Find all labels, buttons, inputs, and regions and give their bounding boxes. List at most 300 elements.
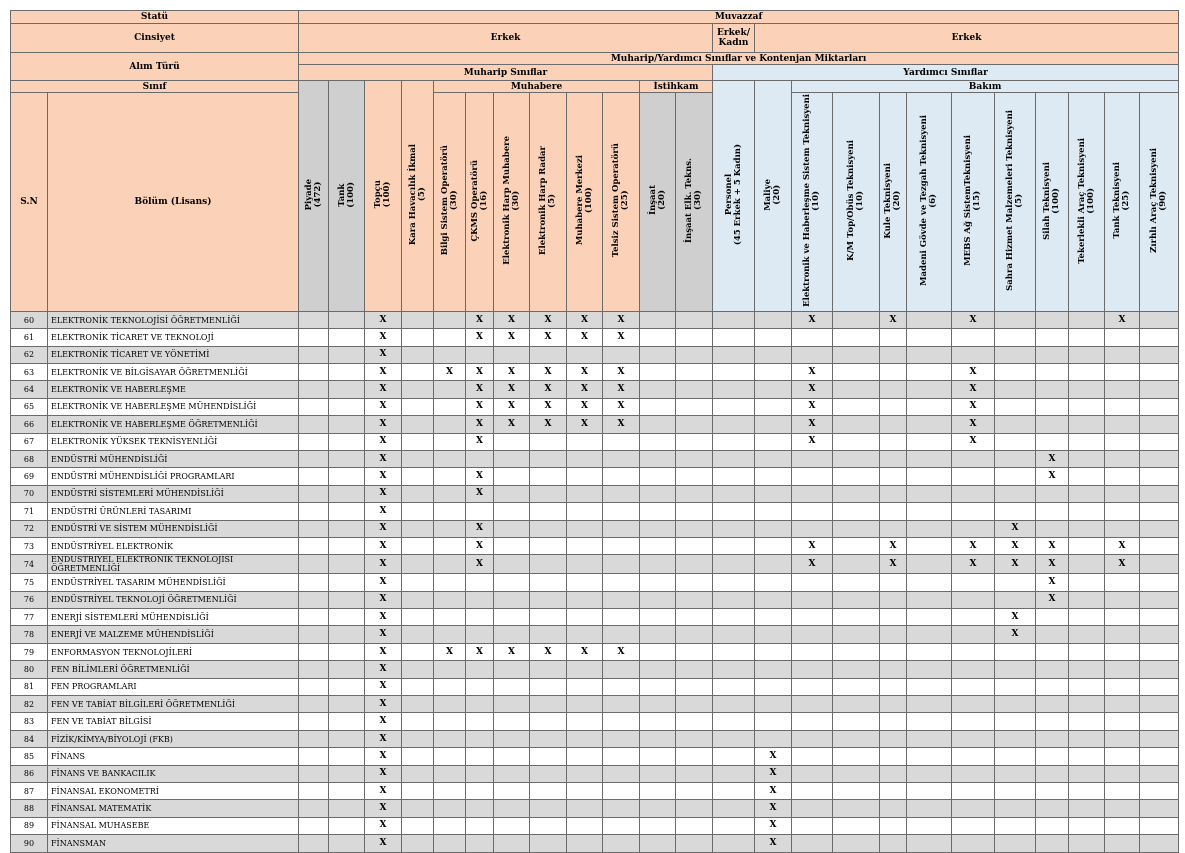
empty-cell: [880, 609, 907, 626]
empty-cell: [530, 835, 567, 852]
empty-cell: [1140, 696, 1179, 713]
empty-cell: [434, 609, 466, 626]
empty-cell: [530, 765, 567, 782]
table-header: [11, 11, 1179, 312]
empty-cell: [880, 800, 907, 817]
empty-cell: [1105, 574, 1140, 591]
empty-cell: [880, 748, 907, 765]
eligibility-mark: X: [466, 468, 494, 485]
eligibility-mark: X: [755, 765, 792, 782]
empty-cell: [402, 398, 434, 415]
empty-cell: [329, 783, 365, 800]
eligibility-mark: X: [603, 416, 640, 433]
empty-cell: [755, 555, 792, 574]
empty-cell: [603, 591, 640, 608]
empty-cell: [329, 433, 365, 450]
row-sn: 90: [11, 835, 48, 852]
row-sn: 73: [11, 537, 48, 554]
empty-cell: [1105, 783, 1140, 800]
empty-cell: [603, 713, 640, 730]
col-header-tank: [329, 81, 365, 312]
empty-cell: [567, 765, 603, 782]
empty-cell: [434, 329, 466, 346]
col-header-madeni-govde: [907, 93, 952, 312]
empty-cell: [466, 346, 494, 363]
empty-cell: [299, 800, 329, 817]
empty-cell: [329, 800, 365, 817]
empty-cell: [907, 730, 952, 747]
empty-cell: [1105, 765, 1140, 782]
empty-cell: [402, 800, 434, 817]
empty-cell: [329, 591, 365, 608]
empty-cell: [494, 730, 530, 747]
empty-cell: [676, 765, 713, 782]
eligibility-mark: X: [530, 329, 567, 346]
empty-cell: [1105, 626, 1140, 643]
empty-cell: [329, 835, 365, 852]
empty-cell: [434, 800, 466, 817]
empty-cell: [494, 450, 530, 467]
empty-cell: [402, 643, 434, 660]
table-row: [11, 800, 1179, 817]
empty-cell: [1140, 537, 1179, 554]
eligibility-mark: X: [952, 364, 995, 381]
empty-cell: [402, 783, 434, 800]
empty-cell: [880, 835, 907, 852]
empty-cell: [329, 678, 365, 695]
empty-cell: [299, 398, 329, 415]
empty-cell: [494, 468, 530, 485]
table-row: [11, 381, 1179, 398]
empty-cell: [792, 591, 833, 608]
eligibility-mark: X: [567, 398, 603, 415]
empty-cell: [1069, 520, 1105, 537]
empty-cell: [1069, 609, 1105, 626]
eligibility-mark: X: [952, 381, 995, 398]
empty-cell: [494, 765, 530, 782]
empty-cell: [1140, 311, 1179, 328]
empty-cell: [299, 609, 329, 626]
empty-cell: [567, 678, 603, 695]
empty-cell: [1140, 713, 1179, 730]
empty-cell: [792, 609, 833, 626]
row-department: ENDÜSTRİYEL TEKNOLOJİ ÖĞRETMENLİĞİ: [48, 591, 299, 608]
row-department: ENDÜSTRİ SİSTEMLERİ MÜHENDİSLİĞİ: [48, 485, 299, 502]
empty-cell: [640, 591, 676, 608]
empty-cell: [402, 416, 434, 433]
empty-cell: [299, 591, 329, 608]
col-header-telsiz: [603, 93, 640, 312]
empty-cell: [1036, 416, 1069, 433]
empty-cell: [530, 537, 567, 554]
empty-cell: [494, 433, 530, 450]
empty-cell: [833, 520, 880, 537]
empty-cell: [952, 574, 995, 591]
empty-cell: [833, 783, 880, 800]
empty-cell: [329, 364, 365, 381]
empty-cell: [329, 416, 365, 433]
empty-cell: [907, 398, 952, 415]
empty-cell: [1140, 626, 1179, 643]
empty-cell: [995, 450, 1036, 467]
empty-cell: [1140, 468, 1179, 485]
empty-cell: [640, 765, 676, 782]
empty-cell: [1069, 591, 1105, 608]
empty-cell: [299, 748, 329, 765]
empty-cell: [995, 346, 1036, 363]
eligibility-mark: X: [1036, 450, 1069, 467]
empty-cell: [907, 381, 952, 398]
col-header-text: Topçu (100): [373, 180, 393, 209]
empty-cell: [1036, 748, 1069, 765]
empty-cell: [603, 835, 640, 852]
row-department: FİNANS VE BANKACILIK: [48, 765, 299, 782]
eligibility-mark: X: [365, 398, 402, 415]
row-sn: 60: [11, 311, 48, 328]
empty-cell: [792, 450, 833, 467]
row-department: ELEKTRONİK TİCARET VE YÖNETİMİ: [48, 346, 299, 363]
empty-cell: [466, 678, 494, 695]
eligibility-mark: X: [365, 800, 402, 817]
empty-cell: [466, 626, 494, 643]
empty-cell: [713, 730, 755, 747]
empty-cell: [434, 661, 466, 678]
empty-cell: [1069, 626, 1105, 643]
table-row: [11, 398, 1179, 415]
empty-cell: [299, 817, 329, 834]
empty-cell: [329, 661, 365, 678]
eligibility-mark: X: [792, 364, 833, 381]
col-header-text: ÇKMS Operatörü (16): [469, 159, 489, 242]
empty-cell: [792, 503, 833, 520]
col-header-insaat: [640, 93, 676, 312]
empty-cell: [299, 329, 329, 346]
empty-cell: [907, 696, 952, 713]
empty-cell: [567, 730, 603, 747]
empty-cell: [880, 468, 907, 485]
empty-cell: [329, 398, 365, 415]
row-department: ENDÜSTRİ ÜRÜNLERİ TASARIMI: [48, 503, 299, 520]
empty-cell: [995, 381, 1036, 398]
eligibility-mark: X: [365, 346, 402, 363]
empty-cell: [434, 555, 466, 574]
empty-cell: [1069, 835, 1105, 852]
empty-cell: [1069, 381, 1105, 398]
table-row: [11, 574, 1179, 591]
col-header-silah: [1036, 93, 1069, 312]
empty-cell: [713, 398, 755, 415]
empty-cell: [792, 661, 833, 678]
empty-cell: [907, 311, 952, 328]
empty-cell: [1140, 416, 1179, 433]
empty-cell: [792, 485, 833, 502]
empty-cell: [907, 329, 952, 346]
empty-cell: [299, 450, 329, 467]
empty-cell: [494, 609, 530, 626]
empty-cell: [1105, 730, 1140, 747]
empty-cell: [676, 835, 713, 852]
col-header-zirhli: [1140, 93, 1179, 312]
empty-cell: [713, 468, 755, 485]
empty-cell: [995, 416, 1036, 433]
empty-cell: [833, 591, 880, 608]
eligibility-mark: X: [365, 574, 402, 591]
empty-cell: [434, 765, 466, 782]
empty-cell: [1140, 800, 1179, 817]
empty-cell: [880, 416, 907, 433]
eligibility-mark: X: [466, 329, 494, 346]
eligibility-mark: X: [755, 783, 792, 800]
row-sn: 85: [11, 748, 48, 765]
empty-cell: [907, 713, 952, 730]
empty-cell: [995, 364, 1036, 381]
empty-cell: [329, 381, 365, 398]
empty-cell: [755, 609, 792, 626]
col-header-kara-havacilik: [402, 81, 434, 312]
empty-cell: [1069, 346, 1105, 363]
empty-cell: [434, 311, 466, 328]
empty-cell: [402, 817, 434, 834]
row-department: FİNANSAL EKONOMETRİ: [48, 783, 299, 800]
empty-cell: [640, 503, 676, 520]
eligibility-mark: X: [1105, 537, 1140, 554]
empty-cell: [755, 520, 792, 537]
empty-cell: [640, 555, 676, 574]
empty-cell: [952, 835, 995, 852]
empty-cell: [567, 591, 603, 608]
empty-cell: [434, 626, 466, 643]
row-sn: 81: [11, 678, 48, 695]
empty-cell: [402, 591, 434, 608]
col-header-text: MEBS Ağ SistemTeknisyeni (15): [963, 135, 983, 266]
empty-cell: [567, 835, 603, 852]
empty-cell: [402, 381, 434, 398]
col-header-text: Elektronik Harp Radar (5): [538, 145, 558, 255]
eligibility-mark: X: [466, 311, 494, 328]
row-sn: 62: [11, 346, 48, 363]
empty-cell: [329, 748, 365, 765]
empty-cell: [1105, 346, 1140, 363]
empty-cell: [713, 416, 755, 433]
row-department: FEN VE TABİAT BİLGİSİ: [48, 713, 299, 730]
empty-cell: [402, 433, 434, 450]
empty-cell: [907, 835, 952, 852]
empty-cell: [907, 433, 952, 450]
empty-cell: [402, 696, 434, 713]
empty-cell: [952, 765, 995, 782]
empty-cell: [530, 783, 567, 800]
empty-cell: [1036, 346, 1069, 363]
eligibility-mark: X: [995, 609, 1036, 626]
empty-cell: [676, 468, 713, 485]
empty-cell: [1069, 574, 1105, 591]
empty-cell: [402, 748, 434, 765]
eligibility-mark: X: [530, 643, 567, 660]
empty-cell: [1105, 800, 1140, 817]
eligibility-mark: X: [494, 364, 530, 381]
empty-cell: [603, 626, 640, 643]
empty-cell: [640, 696, 676, 713]
empty-cell: [907, 783, 952, 800]
empty-cell: [466, 591, 494, 608]
empty-cell: [952, 520, 995, 537]
empty-cell: [530, 591, 567, 608]
empty-cell: [792, 765, 833, 782]
empty-cell: [792, 643, 833, 660]
cinsiyet-left: Erkek: [299, 24, 713, 53]
empty-cell: [1036, 626, 1069, 643]
empty-cell: [995, 311, 1036, 328]
eligibility-mark: X: [567, 381, 603, 398]
empty-cell: [640, 364, 676, 381]
col-header-topcu: [365, 81, 402, 312]
eligibility-mark: X: [365, 696, 402, 713]
eligibility-mark: X: [365, 765, 402, 782]
empty-cell: [907, 520, 952, 537]
quota-table: [10, 10, 1179, 853]
col-header-text: K/M Top/Obüs Teknisyeni (10): [846, 140, 866, 261]
empty-cell: [1069, 468, 1105, 485]
row-sn: 80: [11, 661, 48, 678]
empty-cell: [329, 485, 365, 502]
eligibility-mark: X: [365, 713, 402, 730]
row-department: ENDÜSTRİ VE SİSTEM MÜHENDİSLİĞİ: [48, 520, 299, 537]
empty-cell: [1140, 503, 1179, 520]
empty-cell: [907, 678, 952, 695]
empty-cell: [640, 609, 676, 626]
empty-cell: [1069, 713, 1105, 730]
empty-cell: [676, 661, 713, 678]
empty-cell: [434, 520, 466, 537]
eligibility-mark: X: [530, 311, 567, 328]
eligibility-mark: X: [1105, 311, 1140, 328]
empty-cell: [792, 748, 833, 765]
empty-cell: [833, 555, 880, 574]
col-header-elektronik-haberlesme: [792, 93, 833, 312]
empty-cell: [1105, 398, 1140, 415]
empty-cell: [995, 713, 1036, 730]
empty-cell: [880, 817, 907, 834]
empty-cell: [466, 748, 494, 765]
empty-cell: [466, 783, 494, 800]
col-header-text: Kule Teknisyeni (20): [883, 162, 903, 239]
empty-cell: [329, 765, 365, 782]
empty-cell: [676, 329, 713, 346]
empty-cell: [952, 626, 995, 643]
empty-cell: [640, 398, 676, 415]
empty-cell: [434, 574, 466, 591]
empty-cell: [755, 574, 792, 591]
table-row: [11, 311, 1179, 328]
eligibility-mark: X: [567, 643, 603, 660]
col-header-maliye: [755, 81, 792, 312]
empty-cell: [833, 713, 880, 730]
table-row: [11, 591, 1179, 608]
empty-cell: [1140, 643, 1179, 660]
empty-cell: [907, 450, 952, 467]
table-row: [11, 329, 1179, 346]
eligibility-mark: X: [365, 364, 402, 381]
eligibility-mark: X: [365, 311, 402, 328]
empty-cell: [1036, 713, 1069, 730]
sn-label: S.N: [11, 93, 48, 312]
eligibility-mark: X: [1036, 574, 1069, 591]
table-row: [11, 346, 1179, 363]
empty-cell: [299, 416, 329, 433]
row-sn: 77: [11, 609, 48, 626]
empty-cell: [833, 643, 880, 660]
eligibility-mark: X: [466, 398, 494, 415]
empty-cell: [434, 817, 466, 834]
empty-cell: [833, 503, 880, 520]
empty-cell: [907, 416, 952, 433]
document-page: [10, 10, 1179, 853]
empty-cell: [880, 364, 907, 381]
eligibility-mark: X: [530, 364, 567, 381]
row-sn: 72: [11, 520, 48, 537]
empty-cell: [530, 574, 567, 591]
row-department: FİNANSAL MUHASEBE: [48, 817, 299, 834]
empty-cell: [952, 346, 995, 363]
empty-cell: [640, 416, 676, 433]
empty-cell: [530, 609, 567, 626]
table-row: [11, 364, 1179, 381]
empty-cell: [713, 609, 755, 626]
empty-cell: [792, 800, 833, 817]
empty-cell: [952, 748, 995, 765]
empty-cell: [466, 835, 494, 852]
cinsiyet-mid: Erkek/ Kadın: [713, 24, 755, 53]
empty-cell: [530, 626, 567, 643]
empty-cell: [1069, 661, 1105, 678]
col-header-text: Telsiz Sistem Operatörü (25): [611, 143, 631, 258]
empty-cell: [640, 713, 676, 730]
table-row: [11, 678, 1179, 695]
table-row: [11, 643, 1179, 660]
row-sn: 68: [11, 450, 48, 467]
empty-cell: [640, 329, 676, 346]
empty-cell: [402, 555, 434, 574]
empty-cell: [434, 678, 466, 695]
empty-cell: [603, 678, 640, 695]
eligibility-mark: X: [1105, 555, 1140, 574]
empty-cell: [466, 800, 494, 817]
empty-cell: [995, 574, 1036, 591]
empty-cell: [995, 329, 1036, 346]
empty-cell: [713, 713, 755, 730]
empty-cell: [907, 609, 952, 626]
empty-cell: [755, 346, 792, 363]
empty-cell: [434, 730, 466, 747]
row-sn: 75: [11, 574, 48, 591]
empty-cell: [713, 817, 755, 834]
eligibility-mark: X: [952, 537, 995, 554]
empty-cell: [494, 346, 530, 363]
statu-value: Muvazzaf: [299, 11, 1179, 24]
empty-cell: [1069, 783, 1105, 800]
col-header-text: Silah Teknisyeni (100): [1042, 161, 1062, 240]
empty-cell: [640, 748, 676, 765]
eligibility-mark: X: [466, 643, 494, 660]
row-sn: 83: [11, 713, 48, 730]
empty-cell: [1105, 468, 1140, 485]
empty-cell: [952, 817, 995, 834]
empty-cell: [713, 835, 755, 852]
empty-cell: [995, 835, 1036, 852]
empty-cell: [567, 626, 603, 643]
eligibility-mark: X: [530, 381, 567, 398]
empty-cell: [299, 520, 329, 537]
